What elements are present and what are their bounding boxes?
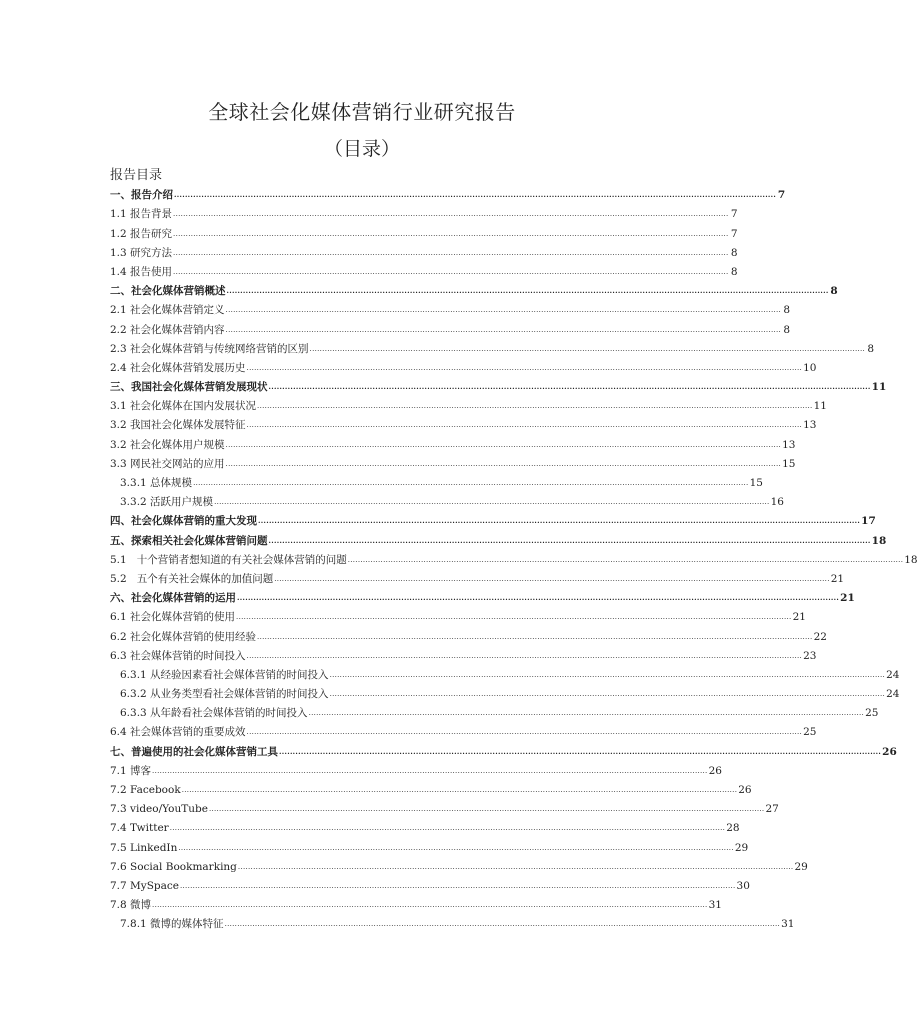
- toc-dot-leader: ............................................................................................................................................................................................................................: [180, 881, 736, 890]
- toc-dot-leader: ............................................................................................................................................................................................................................: [329, 690, 886, 699]
- toc-entry-label: 五、探索相关社会化媒体营销问题: [110, 534, 268, 547]
- toc-dot-leader: ............................................................................................................................................................................................................................: [173, 248, 729, 257]
- toc-dot-leader: ............................................................................................................................................................................................................................: [279, 746, 882, 756]
- toc-entry[interactable]: [110, 893, 722, 912]
- table-of-contents: [0, 183, 918, 931]
- toc-entry[interactable]: [110, 644, 817, 663]
- toc-entry-page: 24: [886, 688, 900, 701]
- toc-entry-page: 7: [730, 227, 738, 240]
- toc-entry-page: 21: [840, 592, 855, 605]
- toc-entry-label: 二、社会化媒体营销概述: [110, 285, 226, 298]
- toc-dot-leader: ............................................................................................................................................................................................................................: [225, 306, 782, 315]
- toc-entry-page: 29: [794, 860, 808, 873]
- toc-entry-label: 1.1 报告背景: [110, 208, 173, 221]
- toc-entry[interactable]: [110, 759, 722, 778]
- toc-entry-page: 8: [730, 265, 738, 278]
- toc-entry-label: 7.8.1 微博的媒体特征: [120, 918, 224, 931]
- toc-entry[interactable]: [110, 298, 791, 317]
- toc-entry-label: 六、社会化媒体营销的运用: [110, 592, 236, 605]
- toc-dot-leader: ............................................................................................................................................................................................................................: [225, 325, 782, 334]
- toc-entry-page: 7: [777, 189, 786, 202]
- toc-entry-page: 8: [783, 304, 791, 317]
- toc-entry-page: 27: [765, 803, 779, 816]
- toc-entry[interactable]: [110, 202, 738, 221]
- toc-dot-leader: ............................................................................................................................................................................................................................: [347, 555, 904, 564]
- toc-entry-page: 13: [803, 419, 817, 432]
- toc-dot-leader: ............................................................................................................................................................................................................................: [173, 210, 729, 219]
- toc-entry-label: 3.3 网民社交网站的应用: [110, 457, 225, 470]
- toc-entry-label: 2.3 社会化媒体营销与传统网络营销的区别: [110, 342, 309, 355]
- toc-entry-label: 6.3.2 从业务类型看社会媒体营销的时间投入: [120, 688, 329, 701]
- toc-entry[interactable]: [110, 279, 838, 298]
- toc-dot-leader: ............................................................................................................................................................................................................................: [274, 574, 830, 583]
- toc-entry-label: 7.7 MySpace: [110, 879, 179, 892]
- toc-dot-leader: ............................................................................................................................................................................................................................: [237, 593, 840, 603]
- toc-entry[interactable]: [110, 701, 879, 720]
- toc-entry[interactable]: [110, 337, 875, 356]
- toc-entry[interactable]: [110, 682, 900, 701]
- toc-entry-page: 21: [792, 611, 806, 624]
- toc-entry-page: 16: [770, 496, 784, 509]
- toc-entry[interactable]: [110, 394, 827, 413]
- toc-dot-leader: ............................................................................................................................................................................................................................: [225, 459, 782, 468]
- toc-entry[interactable]: [110, 317, 791, 336]
- toc-entry-page: 30: [736, 879, 750, 892]
- document-title: 全球社会化媒体营销行业研究报告: [208, 100, 516, 124]
- toc-entry[interactable]: [110, 509, 876, 528]
- toc-entry-page: 8: [783, 323, 791, 336]
- toc-entry[interactable]: [110, 413, 817, 432]
- toc-entry[interactable]: [110, 260, 738, 279]
- toc-dot-leader: ............................................................................................................................................................................................................................: [246, 651, 803, 660]
- toc-entry-page: 28: [726, 822, 740, 835]
- toc-dot-leader: ............................................................................................................................................................................................................................: [246, 728, 803, 737]
- toc-entry-label: 7.1 博客: [110, 764, 152, 777]
- toc-entry-page: 24: [886, 668, 900, 681]
- toc-entry-label: 7.6 Social Bookmarking: [110, 860, 237, 873]
- toc-entry-label: 6.3.1 从经验因素看社会媒体营销的时间投入: [120, 668, 329, 681]
- toc-dot-leader: ............................................................................................................................................................................................................................: [174, 190, 777, 200]
- toc-entry-label: 1.4 报告使用: [110, 265, 173, 278]
- toc-entry-label: 3.3.1 总体规模: [120, 477, 193, 489]
- toc-entry-label: 6.1 社会化媒体营销的使用: [110, 611, 236, 624]
- document-subtitle: （目录）: [323, 138, 400, 160]
- toc-entry-label: 3.3.2 活跃用户规模: [120, 496, 214, 509]
- toc-entry[interactable]: [110, 452, 796, 471]
- toc-entry-page: 11: [813, 400, 827, 413]
- toc-entry-page: 26: [738, 784, 752, 796]
- toc-entry-page: 26: [708, 764, 722, 777]
- toc-entry-label: 7.5 LinkedIn: [110, 841, 178, 854]
- toc-entry-page: 8: [730, 246, 738, 259]
- toc-dot-leader: ............................................................................................................................................................................................................................: [257, 402, 813, 411]
- toc-dot-leader: ............................................................................................................................................................................................................................: [178, 843, 734, 852]
- toc-dot-leader: ............................................................................................................................................................................................................................: [258, 516, 861, 526]
- toc-entry-page: 11: [871, 381, 887, 394]
- toc-dot-leader: ............................................................................................................................................................................................................................: [181, 786, 738, 794]
- toc-entry-label: 1.3 研究方法: [110, 246, 173, 259]
- toc-entry-label: 5.1 十个营销者想知道的有关社会媒体营销的问题: [110, 553, 347, 566]
- toc-entry-label: 3.2 我国社会化媒体发展特征: [110, 419, 246, 432]
- toc-entry[interactable]: [110, 548, 918, 567]
- toc-entry[interactable]: [110, 356, 817, 375]
- toc-dot-leader: ............................................................................................................................................................................................................................: [268, 535, 871, 545]
- toc-entry[interactable]: [110, 567, 845, 586]
- toc-entry[interactable]: [110, 720, 817, 739]
- toc-dot-leader: ............................................................................................................................................................................................................................: [193, 479, 749, 487]
- toc-entry-page: 23: [803, 649, 817, 662]
- toc-dot-leader: ............................................................................................................................................................................................................................: [237, 862, 794, 871]
- toc-dot-leader: ............................................................................................................................................................................................................................: [309, 344, 866, 353]
- toc-entry-label: 四、社会化媒体营销的重大发现: [110, 515, 257, 528]
- toc-entry-page: 13: [782, 438, 796, 451]
- toc-entry[interactable]: [110, 624, 827, 643]
- toc-entry-page: 7: [730, 208, 738, 221]
- toc-dot-leader: ............................................................................................................................................................................................................................: [246, 363, 803, 372]
- toc-entry[interactable]: [110, 241, 738, 260]
- toc-entry-label: 7.2 Facebook: [110, 784, 181, 796]
- toc-entry[interactable]: [110, 490, 784, 509]
- toc-entry-page: 21: [830, 572, 845, 585]
- toc-heading: 报告目录: [110, 168, 163, 183]
- toc-entry-page: 8: [830, 285, 838, 298]
- toc-entry[interactable]: [110, 835, 749, 854]
- toc-entry-label: 6.2 社会化媒体营销的使用经验: [110, 630, 257, 643]
- toc-entry[interactable]: [110, 183, 786, 202]
- toc-entry[interactable]: [110, 778, 752, 797]
- toc-entry-label: 一、报告介绍: [110, 189, 173, 202]
- toc-entry-label: 5.2 五个有关社会媒体的加值问题: [110, 572, 274, 585]
- toc-entry-page: 31: [781, 918, 795, 931]
- toc-entry-label: 7.8 微博: [110, 899, 152, 912]
- toc-entry-page: 22: [813, 630, 827, 643]
- toc-entry[interactable]: [110, 432, 796, 451]
- toc-entry-label: 2.2 社会化媒体营销内容: [110, 323, 225, 336]
- toc-dot-leader: ............................................................................................................................................................................................................................: [257, 632, 813, 641]
- toc-entry-page: 18: [871, 534, 887, 547]
- toc-entry-label: 6.3.3 从年龄看社会媒体营销的时间投入: [120, 707, 308, 720]
- toc-entry[interactable]: [110, 816, 740, 835]
- toc-entry-label: 6.3 社会媒体营销的时间投入: [110, 649, 246, 662]
- toc-entry[interactable]: [110, 739, 897, 758]
- toc-entry[interactable]: [110, 528, 887, 547]
- toc-entry-page: 15: [782, 457, 796, 470]
- toc-dot-leader: ............................................................................................................................................................................................................................: [308, 709, 865, 718]
- toc-dot-leader: ............................................................................................................................................................................................................................: [173, 229, 729, 238]
- toc-entry[interactable]: [110, 912, 795, 931]
- toc-entry-label: 2.1 社会化媒体营销定义: [110, 304, 225, 317]
- toc-dot-leader: ............................................................................................................................................................................................................................: [208, 805, 765, 814]
- toc-entry-page: 25: [803, 726, 817, 739]
- toc-entry[interactable]: [110, 221, 738, 240]
- toc-entry-page: 31: [708, 899, 722, 912]
- toc-entry[interactable]: [110, 375, 887, 394]
- toc-entry[interactable]: [110, 855, 808, 874]
- toc-entry-page: 18: [904, 553, 918, 566]
- toc-entry[interactable]: [110, 586, 855, 605]
- toc-entry-page: 10: [803, 361, 817, 374]
- toc-entry[interactable]: [110, 797, 779, 816]
- toc-dot-leader: ............................................................................................................................................................................................................................: [169, 824, 726, 833]
- toc-entry[interactable]: [110, 874, 750, 893]
- toc-entry-page: 26: [882, 745, 897, 758]
- toc-entry-label: 3.1 社会化媒体在国内发展状况: [110, 400, 257, 413]
- toc-dot-leader: ............................................................................................................................................................................................................................: [173, 267, 729, 276]
- toc-entry-label: 6.4 社会媒体营销的重要成效: [110, 726, 246, 739]
- toc-entry-label: 7.4 Twitter: [110, 822, 169, 835]
- toc-dot-leader: ............................................................................................................................................................................................................................: [268, 382, 871, 392]
- toc-dot-leader: ............................................................................................................................................................................................................................: [226, 286, 829, 296]
- toc-dot-leader: ............................................................................................................................................................................................................................: [152, 901, 708, 910]
- toc-dot-leader: ............................................................................................................................................................................................................................: [236, 613, 792, 622]
- toc-entry-page: 25: [865, 707, 879, 720]
- toc-dot-leader: ............................................................................................................................................................................................................................: [225, 440, 782, 449]
- toc-entry[interactable]: [110, 663, 900, 682]
- toc-dot-leader: ............................................................................................................................................................................................................................: [246, 421, 803, 430]
- toc-dot-leader: ............................................................................................................................................................................................................................: [214, 498, 770, 507]
- toc-entry-label: 七、普遍使用的社会化媒体营销工具: [110, 745, 278, 758]
- toc-entry-page: 8: [867, 342, 875, 355]
- toc-entry-label: 三、我国社会化媒体营销发展现状: [110, 381, 268, 394]
- toc-entry-label: 2.4 社会化媒体营销发展历史: [110, 361, 246, 374]
- toc-entry-label: 7.3 video/YouTube: [110, 803, 208, 816]
- toc-entry-page: 17: [861, 515, 876, 528]
- toc-entry[interactable]: [110, 471, 763, 490]
- toc-entry-page: 15: [749, 477, 763, 489]
- toc-entry[interactable]: [110, 605, 806, 624]
- toc-dot-leader: ............................................................................................................................................................................................................................: [152, 766, 708, 775]
- toc-entry-label: 3.2 社会化媒体用户规模: [110, 438, 225, 451]
- toc-dot-leader: ............................................................................................................................................................................................................................: [224, 920, 781, 929]
- toc-dot-leader: ............................................................................................................................................................................................................................: [329, 670, 886, 679]
- toc-entry-label: 1.2 报告研究: [110, 227, 173, 240]
- toc-entry-page: 29: [734, 841, 749, 854]
